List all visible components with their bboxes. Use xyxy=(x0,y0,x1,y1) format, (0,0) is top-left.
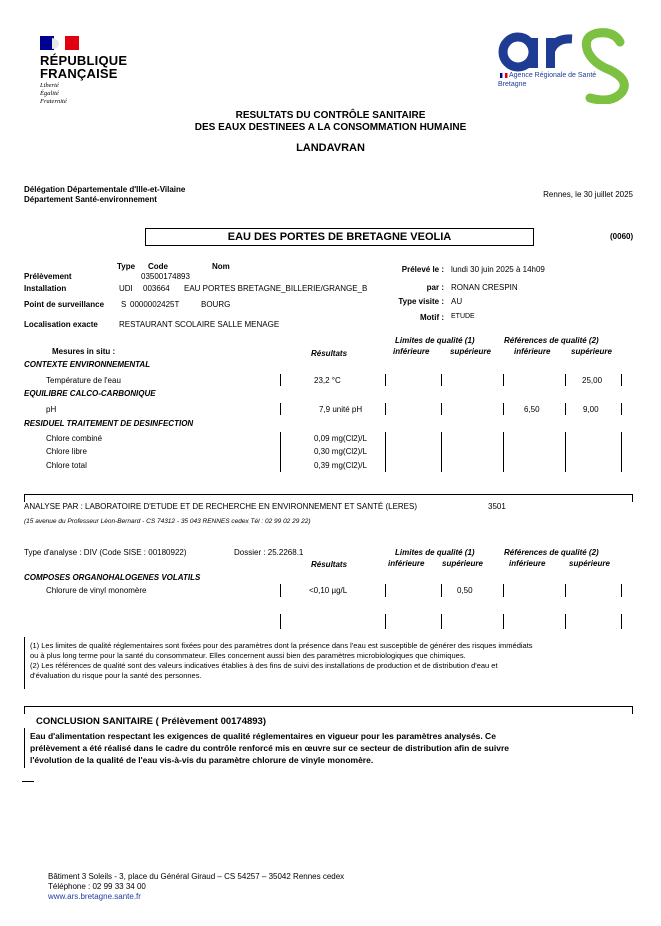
title-line-2: DES EAUX DESTINEES A LA CONSOMMATION HUMAINE xyxy=(194,122,467,133)
title-line-1: RESULTATS DU CONTRÔLE SANITAIRE xyxy=(235,110,426,121)
rf-motto-2: Égalité xyxy=(40,90,59,97)
chlore-combine-value: 0,09 mg(Cl2)/L xyxy=(314,434,367,443)
city-name: LANDAVRAN xyxy=(296,142,365,154)
refs-inf-header-2: inférieure xyxy=(509,559,546,568)
type-visite-value: AU xyxy=(451,297,463,306)
note-1a: (1) Les limites de qualité réglementaires sont fixées pour des paramètres dont la présence dans l'eau est susceptible de générer des risques immédiats xyxy=(30,641,533,650)
limites-inf-header-2: inférieure xyxy=(388,559,425,568)
note-2a: (2) Les références de qualité sont des valeurs indicatives établies à des fins de suivi des installations de production et de distribution d'eau et xyxy=(30,661,498,670)
par-value: RONAN CRESPIN xyxy=(451,283,518,292)
refs-inf-header: inférieure xyxy=(514,347,551,356)
network-name-box xyxy=(145,228,534,246)
col-nom-header: Nom xyxy=(212,262,230,271)
installation-nom: EAU PORTES BRETAGNE_BILLERIE/GRANGE_B xyxy=(184,284,368,293)
conclusion-title: CONCLUSION SANITAIRE ( Prélèvement 00174893) xyxy=(36,716,267,727)
references-header: Références de qualité (2) xyxy=(504,336,599,345)
conclusion-line-2: prélèvement a été réalisé dans le cadre du contrôle renforcé mis en œuvre sur ce secteur de distribution afin de suivre xyxy=(30,743,510,753)
point-label: Point de surveillance xyxy=(24,300,105,309)
refs-sup-header-2: supérieure xyxy=(569,559,610,568)
limites-inf-header: inférieure xyxy=(393,347,430,356)
analyse-par: ANALYSE PAR : LABORATOIRE D'ETUDE ET DE RECHERCHE EN ENVIRONNEMENT ET SANTÉ (LERES) xyxy=(24,502,418,511)
rf-line1: RÉPUBLIQUE xyxy=(40,53,128,68)
localisation-value: RESTAURANT SCOLAIRE SALLE MENAGE xyxy=(119,320,280,329)
ars-logo-icon xyxy=(496,28,636,104)
note-2b: d'évaluation du risque pour la santé des personnes. xyxy=(30,671,202,680)
footer-address: Bâtiment 3 Soleils - 3, place du Général Giraud – CS 54257 – 35042 Rennes cedex xyxy=(48,872,345,881)
references-header-2: Références de qualité (2) xyxy=(504,548,599,557)
limites-header: Limites de qualité (1) xyxy=(395,336,475,345)
footer-phone: Téléphone : 02 99 33 34 00 xyxy=(48,882,146,891)
resultats-header: Résultats xyxy=(311,349,348,358)
ars-subtitle: Agence Régionale de Santé xyxy=(509,72,597,79)
prelevement-code: 03500174893 xyxy=(141,272,190,281)
temp-label: Température de l'eau xyxy=(46,376,121,385)
limites-header-2: Limites de qualité (1) xyxy=(395,548,475,557)
ars-region: Bretagne xyxy=(498,81,527,88)
installation-type: UDI xyxy=(119,284,133,293)
motif-value: ETUDE xyxy=(451,313,475,320)
ph-label: pH xyxy=(46,405,57,414)
section-organohalogenes: COMPOSES ORGANOHALOGENES VOLATILS xyxy=(24,573,201,582)
par-label: par : xyxy=(426,283,444,292)
conclusion-line-1: Eau d'alimentation respectant les exigences de qualité réglementaires en vigueur pour les paramètres analysés. Ce xyxy=(30,731,496,741)
lab-code: 3501 xyxy=(488,502,506,511)
network-name: EAU DES PORTES DE BRETAGNE VEOLIA xyxy=(227,231,452,243)
chlore-total-value: 0,39 mg(Cl2)/L xyxy=(314,461,367,470)
preleve-le-value: lundi 30 juin 2025 à 14h09 xyxy=(451,265,545,274)
type-analyse: Type d'analyse : DIV (Code SISE : 00180922) xyxy=(24,548,187,557)
col-type-header: Type xyxy=(117,262,136,271)
chlore-combine-label: Chlore combiné xyxy=(46,434,103,443)
ph-value: 7,9 unité pH xyxy=(319,405,363,414)
chlore-libre-label: Chlore libre xyxy=(46,447,87,456)
network-code: (0060) xyxy=(610,232,634,241)
installation-label: Installation xyxy=(24,284,67,293)
resultats-header-2: Résultats xyxy=(311,560,348,569)
dossier: Dossier : 25.2268.1 xyxy=(234,548,304,557)
col-code-header: Code xyxy=(148,262,168,271)
section-contexte: CONTEXTE ENVIRONNEMENTAL xyxy=(24,360,151,369)
temp-ref-sup: 25,00 xyxy=(582,376,603,385)
cvm-value: <0,10 µg/L xyxy=(309,586,348,595)
type-visite-label: Type visite : xyxy=(398,297,444,306)
refs-sup-header: supérieure xyxy=(571,347,612,356)
document-date: Rennes, le 30 juillet 2025 xyxy=(543,190,633,199)
point-nom: BOURG xyxy=(201,300,231,309)
chlore-libre-value: 0,30 mg(Cl2)/L xyxy=(314,447,367,456)
chlore-total-label: Chlore total xyxy=(46,461,87,470)
cvm-label: Chlorure de vinyl monomère xyxy=(46,586,147,595)
mesures-header: Mesures in situ : xyxy=(52,347,116,356)
preleve-le-label: Prélevé le : xyxy=(401,265,444,274)
rf-line2: FRANÇAISE xyxy=(40,66,118,81)
delegation-line-2: Département Santé-environnement xyxy=(24,195,157,204)
installation-code: 003664 xyxy=(143,284,170,293)
motif-label: Motif : xyxy=(420,313,444,322)
note-1b: ou à plus long terme pour la santé du consommateur. Elles concernent aussi bien des paramètres microbiologiques que chimiques. xyxy=(30,651,466,660)
point-type: S xyxy=(121,300,127,309)
limites-sup-header-2: supérieure xyxy=(442,559,483,568)
cvm-lim-sup: 0,50 xyxy=(457,586,473,595)
ph-ref-sup: 9,00 xyxy=(583,405,599,414)
rf-motto-1: Liberté xyxy=(40,82,59,89)
temp-value: 23,2 °C xyxy=(314,376,341,385)
marianne-flag-icon xyxy=(40,36,79,50)
section-residuel: RESIDUEL TRAITEMENT DE DESINFECTION xyxy=(24,419,194,428)
conclusion-line-3: l'évolution de la qualité de l'eau vis-à-vis du paramètre chlorure de vinyle monomère. xyxy=(30,755,374,765)
ph-ref-inf: 6,50 xyxy=(524,405,540,414)
localisation-label: Localisation exacte xyxy=(24,320,98,329)
section-equilibre: EQUILIBRE CALCO-CARBONIQUE xyxy=(24,389,156,398)
limites-sup-header: supérieure xyxy=(450,347,491,356)
rf-motto-3: Fraternité xyxy=(40,98,67,105)
lab-address: (15 avenue du Professeur Léon-Bernard - CS 74312 - 35 043 RENNES cedex Tél : 02 99 02 29 22) xyxy=(24,518,311,525)
footer-website-link[interactable]: www.ars.bretagne.sante.fr xyxy=(48,892,141,901)
delegation-line-1: Délégation Départementale d'Ille-et-Vilaine xyxy=(24,185,186,194)
point-code: 0000002425T xyxy=(130,300,180,309)
prelevement-label: Prélèvement xyxy=(24,272,72,281)
